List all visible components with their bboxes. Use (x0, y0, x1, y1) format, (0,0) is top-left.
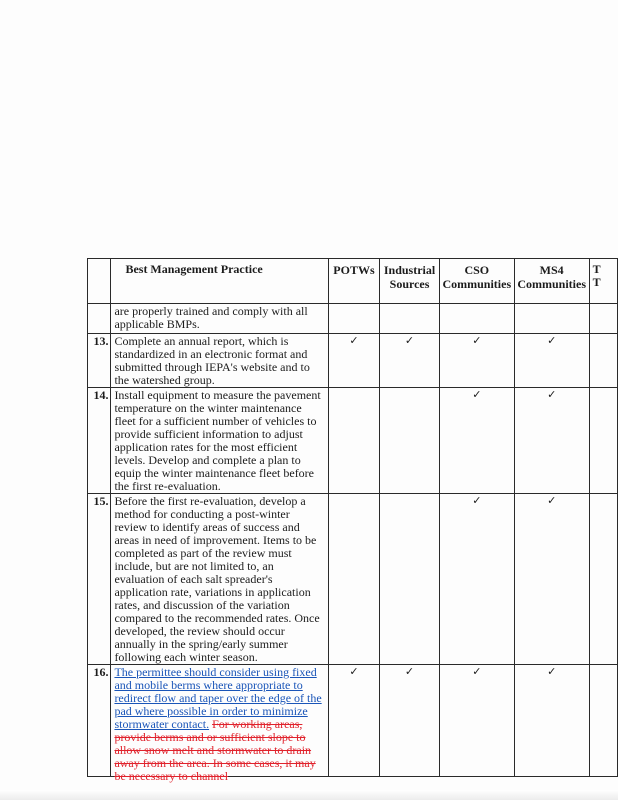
check-mark-icon: ✓ (439, 665, 514, 777)
check-mark-icon: ✓ (439, 494, 514, 665)
header-cut-column: T T (589, 259, 617, 304)
table-row (88, 665, 618, 777)
check-mark-icon: ✓ (439, 388, 514, 494)
check-mark-icon: ✓ (514, 665, 589, 777)
practice-text-revised (111, 665, 328, 783)
check-mark-icon: ✓ (514, 388, 589, 494)
header-cso: CSO Communities (439, 259, 514, 304)
table-row (88, 494, 618, 665)
row-number: 15. (88, 494, 111, 665)
continued-text: are properly trained and comply with all applicable BMPs. (111, 304, 328, 334)
check-mark-icon: ✓ (380, 665, 440, 777)
row-number: 16. (88, 665, 111, 777)
header-potws: POTWs (328, 259, 379, 304)
check-mark-icon: ✓ (514, 334, 589, 388)
check-mark-icon: ✓ (439, 334, 514, 388)
check-mark-icon: ✓ (380, 334, 440, 388)
practice-text: Complete an annual report, which is standardized in an electronic format and submitted through IEPA's website and to the watershed group. (111, 334, 328, 388)
header-practice: Best Management Practice (111, 259, 328, 304)
practice-text: Before the first re-evaluation, develop a method for conducting a post-winter review to identify areas of success and areas in need of improvement. Items to be completed as part of the review must include, but are not limited to, an evaluation of each salt spreader's application rate, variations in application rates, and discussion of the variation compared to the recommended rates. Once developed, the review should occur annually in the spring/early summer following each winter season. (111, 494, 328, 665)
check-mark-icon: ✓ (328, 334, 379, 388)
added-text: The permittee should consider using fixed and mobile berms where appropriate to redirect flow and taper over the edge of the pad where possible in order to minimize stormwater contact. (114, 665, 322, 731)
header-ms4: MS4 Communities (514, 259, 589, 304)
scan-bottom-edge (0, 790, 618, 800)
practice-text: Install equipment to measure the pavement temperature on the winter maintenance fleet for a sufficient number of vehicles to provide sufficient information to adjust application rates for the most efficient levels. Develop and complete a plan to equip the winter maintenance fleet before the first re-evaluation. (111, 388, 328, 494)
deleted-text: For working areas, provide berms and or sufficient slope to allow snow melt and stormwater to drain away from the area. In some cases, it may be necessary to channel (114, 717, 316, 783)
header-industrial: Industrial Sources (380, 259, 440, 304)
table-row (88, 304, 618, 334)
row-number: 13. (88, 334, 111, 388)
header-number (88, 259, 111, 304)
row-number: 14. (88, 388, 111, 494)
table-header-row (88, 259, 618, 304)
table-row (88, 334, 618, 388)
table-row (88, 388, 618, 494)
check-mark-icon: ✓ (328, 665, 379, 777)
check-mark-icon: ✓ (514, 494, 589, 665)
bmp-table (87, 258, 618, 783)
